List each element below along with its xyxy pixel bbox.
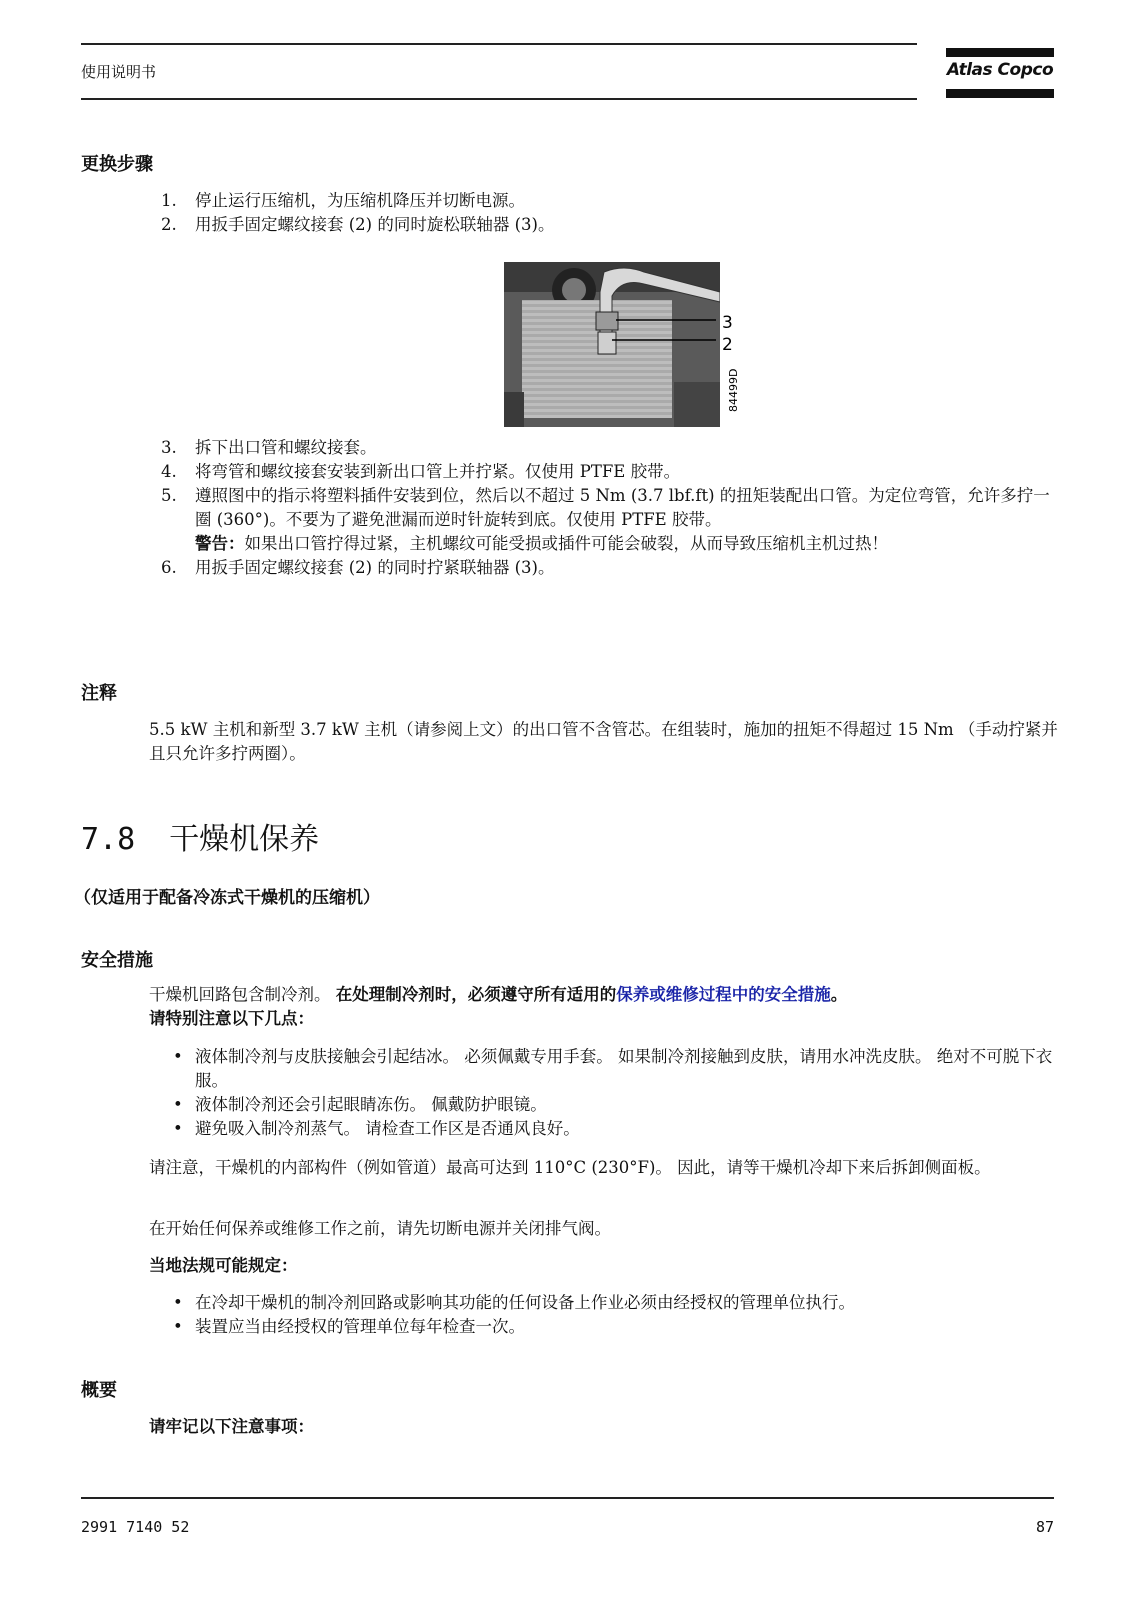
list-item: • 在冷却干燥机的制冷剂回路或影响其功能的任何设备上作业必须由经授权的管理单位执行。 bbox=[173, 1293, 855, 1312]
list-item: • 液体制冷剂还会引起眼睛冻伤。 佩戴防护眼镜。 bbox=[173, 1095, 547, 1114]
atlas-copco-logo bbox=[946, 48, 1054, 100]
section-title bbox=[81, 814, 319, 858]
callout-3: 3 bbox=[722, 313, 733, 333]
header-title: 使用说明书 bbox=[81, 63, 157, 81]
safety-para-power: 在开始任何保养或维修工作之前，请先切断电源并关闭排气阀。 bbox=[149, 1219, 611, 1238]
logo-text: Atlas Copco bbox=[946, 60, 1054, 80]
callout-2: 2 bbox=[722, 335, 733, 355]
figure-code: 84499D bbox=[727, 368, 740, 412]
safety-precautions-link[interactable]: 保养或维修过程中的安全措施 bbox=[616, 985, 831, 1004]
doc-number: 2991 7140 52 bbox=[81, 1518, 190, 1536]
list-item: 5. 遵照图中的指示将塑料插件安装到位，然后以不超过 5 Nm (3.7 lbf.ft) 的扭矩装配出口管。为定位弯管，允许多拧一圈 (360°)。不要为了避免泄漏而逆时针旋转到底。仅使用 PTFE 胶带。 bbox=[161, 486, 1050, 529]
steps-list-b bbox=[161, 436, 1061, 580]
safety-para-temperature: 请注意，干燥机的内部构件（例如管道）最高可达到 110°C (230°F)。 因此，请等干燥机冷却下来后拆卸侧面板。 bbox=[149, 1158, 991, 1177]
warning-text: 如果出口管拧得过紧，主机螺纹可能受损或插件可能会破裂，从而导致压缩机主机过热！ bbox=[244, 534, 888, 553]
header-top-rule bbox=[81, 43, 917, 45]
coupling-figure bbox=[504, 262, 738, 427]
section-name: 干燥机保养 bbox=[169, 822, 320, 857]
overview-text: 请牢记以下注意事项： bbox=[149, 1417, 314, 1436]
overview-heading: 概要 bbox=[81, 1380, 117, 1401]
regs-heading: 当地法规可能规定： bbox=[149, 1256, 298, 1275]
list-item: 4. 将弯管和螺纹接套安装到新出口管上并拧紧。仅使用 PTFE 胶带。 bbox=[161, 462, 681, 481]
safety-heading: 安全措施 bbox=[81, 950, 153, 971]
warning-label: 警告： bbox=[195, 534, 245, 553]
regs-bullets bbox=[173, 1291, 1063, 1339]
replace-heading: 更换步骤 bbox=[81, 154, 153, 175]
list-item: • 装置应当由经授权的管理单位每年检查一次。 bbox=[173, 1317, 525, 1336]
list-item: 3. 拆下出口管和螺纹接套。 bbox=[161, 438, 377, 457]
note-heading: 注释 bbox=[81, 683, 117, 704]
note-text: 5.5 kW 主机和新型 3.7 kW 主机（请参阅上文）的出口管不含管芯。在组装时，施加的扭矩不得超过 15 Nm （手动拧紧并且只允许多拧两圈）。 bbox=[149, 720, 1058, 763]
footer-rule bbox=[81, 1497, 1054, 1499]
section-number: 7.8 bbox=[81, 822, 136, 857]
header-bottom-rule bbox=[81, 98, 917, 100]
list-item: 6. 用扳手固定螺纹接套 (2) 的同时拧紧联轴器 (3)。 bbox=[161, 558, 555, 577]
steps-list-a bbox=[161, 189, 1061, 237]
list-item: 1. 停止运行压缩机，为压缩机降压并切断电源。 bbox=[161, 191, 525, 210]
page-number: 87 bbox=[1035, 1518, 1054, 1536]
safety-intro: 干燥机回路包含制冷剂。 在处理制冷剂时，必须遵守所有适用的保养或维修过程中的安全措施。 请特别注意以下几点： bbox=[149, 985, 848, 1028]
list-item: • 液体制冷剂与皮肤接触会引起结冰。 必须佩戴专用手套。 如果制冷剂接触到皮肤，请用水冲洗皮肤。 绝对不可脱下衣服。 bbox=[173, 1047, 1053, 1090]
list-item: • 避免吸入制冷剂蒸气。 请检查工作区是否通风良好。 bbox=[173, 1119, 580, 1138]
list-item: 2. 用扳手固定螺纹接套 (2) 的同时旋松联轴器 (3)。 bbox=[161, 215, 555, 234]
warning-row bbox=[161, 532, 1061, 556]
safety-bullets bbox=[173, 1045, 1063, 1141]
section-subtitle: （仅适用于配备冷冻式干燥机的压缩机） bbox=[74, 888, 380, 908]
